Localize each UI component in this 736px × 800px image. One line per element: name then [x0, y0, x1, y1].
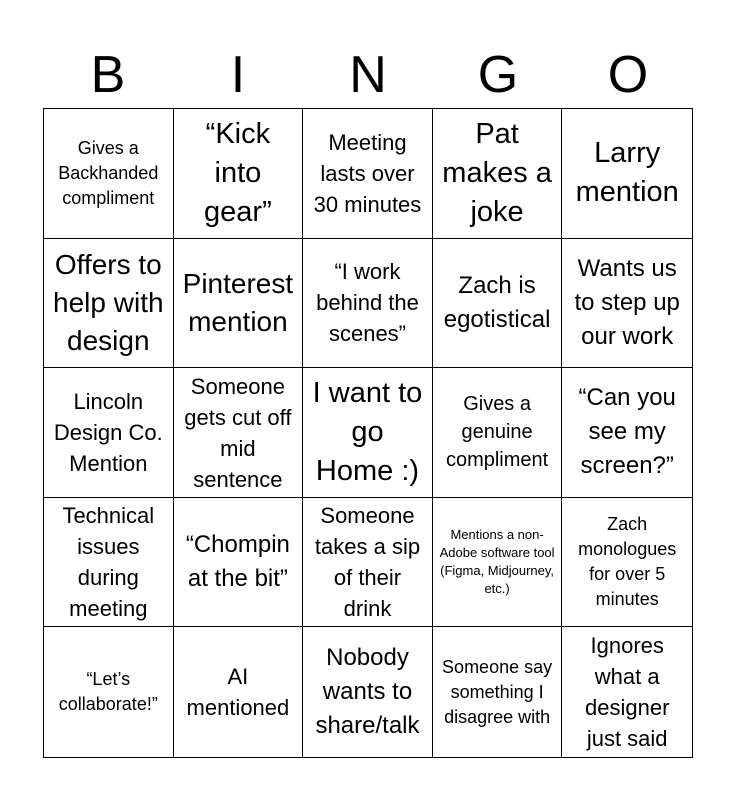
- cell-text: “Chompin at the bit”: [185, 531, 290, 593]
- bingo-cell-r4c1[interactable]: [44, 498, 174, 628]
- bingo-cell-r5c3[interactable]: [303, 627, 433, 757]
- cell-text: Someone gets cut off mid sentence: [184, 373, 292, 492]
- bingo-cell-r4c2[interactable]: [174, 498, 304, 628]
- cell-text: “Kick into gear”: [204, 117, 272, 228]
- bingo-grid: [43, 108, 693, 758]
- cell-text: Someone say something I disagree with: [442, 656, 553, 727]
- cell-text: “I work behind the scenes”: [316, 259, 419, 347]
- cell-text: Technical issues during meeting: [62, 503, 155, 622]
- bingo-cell-r1c3[interactable]: [303, 109, 433, 239]
- cell-text: Wants us to step up our work: [574, 254, 680, 350]
- cell-text: Lincoln Design Co. Mention: [53, 388, 163, 476]
- bingo-cell-r4c4[interactable]: [433, 498, 563, 628]
- cell-text: Offers to help with design: [53, 248, 164, 356]
- bingo-cell-r3c4[interactable]: [433, 368, 563, 498]
- cell-text: Zach is egotistical: [443, 271, 551, 333]
- header-letter-i: I: [230, 46, 246, 104]
- cell-text: Larry mention: [575, 137, 679, 209]
- bingo-cell-r1c2[interactable]: [174, 109, 304, 239]
- header-letter-g: G: [477, 46, 519, 104]
- bingo-cell-r3c2[interactable]: [174, 368, 304, 498]
- cell-text: “Let’s collaborate!”: [58, 669, 158, 715]
- bingo-cell-r2c4[interactable]: [433, 239, 563, 369]
- bingo-cell-r4c3[interactable]: [303, 498, 433, 628]
- cell-text: Gives a Backhanded compliment: [58, 137, 159, 208]
- bingo-cell-r5c1[interactable]: [44, 627, 174, 757]
- cell-text: AI mentioned: [186, 664, 290, 721]
- header-letter-n: N: [349, 46, 387, 104]
- cell-text: Meeting lasts over 30 minutes: [313, 129, 422, 217]
- bingo-cell-r3c5[interactable]: [562, 368, 692, 498]
- cell-text: “Can you see my screen?”: [578, 384, 676, 480]
- bingo-cell-r5c5[interactable]: [562, 627, 692, 757]
- header-letter-o: O: [607, 46, 649, 104]
- cell-text: Zach monologues for over 5 minutes: [578, 514, 677, 610]
- bingo-cell-r3c3[interactable]: [303, 368, 433, 498]
- header-letter-b: B: [90, 46, 126, 104]
- bingo-cell-r5c2[interactable]: [174, 627, 304, 757]
- cell-text: Gives a genuine compliment: [445, 393, 549, 472]
- bingo-header: [43, 40, 693, 110]
- cell-text: I want to go Home :): [312, 376, 423, 487]
- cell-text: Pat makes a joke: [442, 117, 552, 228]
- bingo-cell-r2c2[interactable]: [174, 239, 304, 369]
- cell-text: Pinterest mention: [182, 267, 294, 337]
- bingo-cell-r1c4[interactable]: [433, 109, 563, 239]
- bingo-cell-r4c5[interactable]: [562, 498, 692, 628]
- bingo-cell-r2c3[interactable]: [303, 239, 433, 369]
- bingo-cell-r1c5[interactable]: [562, 109, 692, 239]
- cell-text: Ignores what a designer just said: [585, 633, 670, 752]
- bingo-cell-r3c1[interactable]: [44, 368, 174, 498]
- bingo-cell-r5c4[interactable]: [433, 627, 563, 757]
- cell-text: Mentions a non-Adobe software tool (Figma, Midjourney, etc.): [439, 527, 555, 597]
- bingo-cell-r1c1[interactable]: [44, 109, 174, 239]
- cell-text: Nobody wants to share/talk: [315, 644, 420, 740]
- bingo-cell-r2c5[interactable]: [562, 239, 692, 369]
- cell-text: Someone takes a sip of their drink: [314, 503, 421, 622]
- bingo-cell-r2c1[interactable]: [44, 239, 174, 369]
